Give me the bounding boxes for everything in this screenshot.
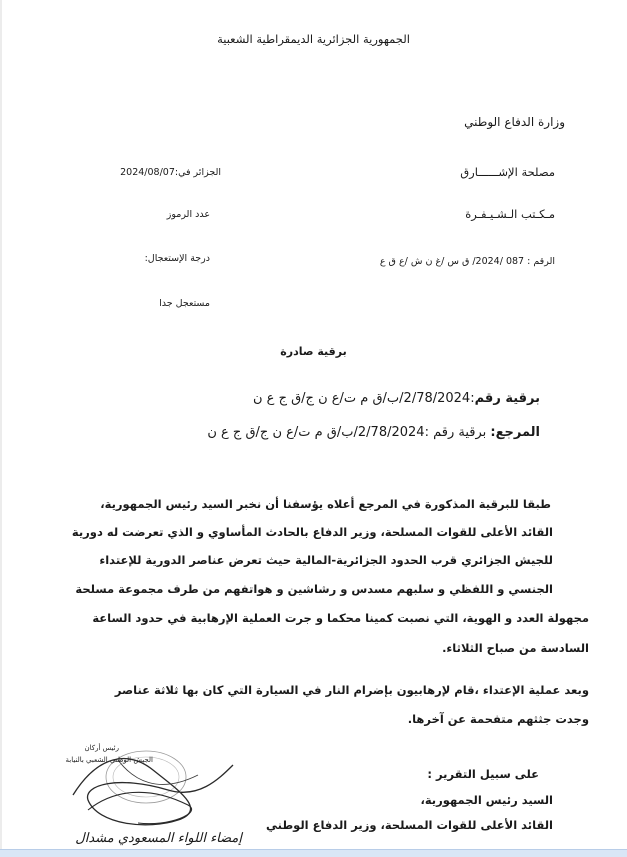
reference-label: المرجع: — [490, 425, 540, 440]
cable-number-label: برقية رقم — [474, 391, 540, 406]
code-count-label: عدد الرموز — [166, 209, 210, 220]
reference-line — [207, 425, 540, 440]
reference-number: الرقم : 087 /2024/ ق س /غ ن ش /ع ق ع — [379, 256, 555, 267]
document-title: برقية صادرة — [280, 345, 347, 358]
ministry-name: وزارة الدفاع الوطني — [464, 115, 565, 129]
office-name: مـكـتب الـشـيـفـرة — [465, 207, 555, 221]
viewer-bottom-bar — [0, 849, 627, 857]
body-line: السادسة من صباح الثلاثاء. — [442, 641, 589, 655]
body-line: وجدت جثثهم متفحمة عن آخرها. — [407, 712, 589, 726]
stamp-title: رئيس أركان — [84, 744, 119, 752]
body-line: القائد الأعلى للقوات المسلحة، وزير الدفاع بالحادث المأساوي و الذي تعرضت له دورية — [71, 525, 553, 539]
body-line: طبقا للبرقية المذكورة في المرجع أعلاه يؤسفنا أن نخبر السيد رئيس الجمهورية، — [100, 497, 551, 511]
recipients-intro: على سبيل التقرير : — [427, 767, 539, 781]
recipient-president: السيد رئيس الجمهورية، — [420, 793, 553, 807]
cable-number-value: :2/78/2024/ب/ق م ت/ع ن ج/ق ج ع ن — [253, 391, 475, 406]
signatory-name: إمضاء اللواء المسعودي مشدال — [75, 831, 242, 846]
body-line: وبعد عملية الإعتداء ،قام لإرهابيون بإضرام النار في السيارة التي كان بها ثلاثة عناصر — [114, 683, 589, 697]
stamp-subtitle: الجيش الوطني الشعبي بالنيابة — [65, 756, 153, 764]
body-line: مجهولة العدد و الهوية، التي نصبت كمينا محكما و جرت العملية الإرهابية في حدود الساعة — [92, 611, 589, 625]
place-date: الجزائر في:2024/08/07 — [120, 167, 221, 178]
body-line: للجيش الجزائري قرب الحدود الجزائرية-المالية حيث تعرض عناصر الدورية للإعتداء — [99, 553, 553, 567]
recipient-commander: القائد الأعلى للقوات المسلحة، وزير الدفاع الوطني — [265, 818, 553, 832]
reference-value: برقية رقم :2/78/2024/ب/ق م ت/ع ن ج/ق ج ع ن — [207, 425, 491, 440]
republic-header: الجمهورية الجزائرية الديمقراطية الشعبية — [217, 32, 410, 46]
body-line: الجنسي و اللفظي و سلبهم مسدس و رشاشين و هواتفهم من طرف مجموعة مسلحة — [75, 582, 553, 596]
cable-number-line — [253, 391, 540, 406]
urgency-label: درجة الإستعجال: — [144, 253, 210, 264]
service-name: مصلحة الإشــــــارق — [460, 165, 555, 179]
page-left-edge — [0, 0, 2, 857]
urgency-value: مستعجل جدا — [159, 298, 210, 309]
